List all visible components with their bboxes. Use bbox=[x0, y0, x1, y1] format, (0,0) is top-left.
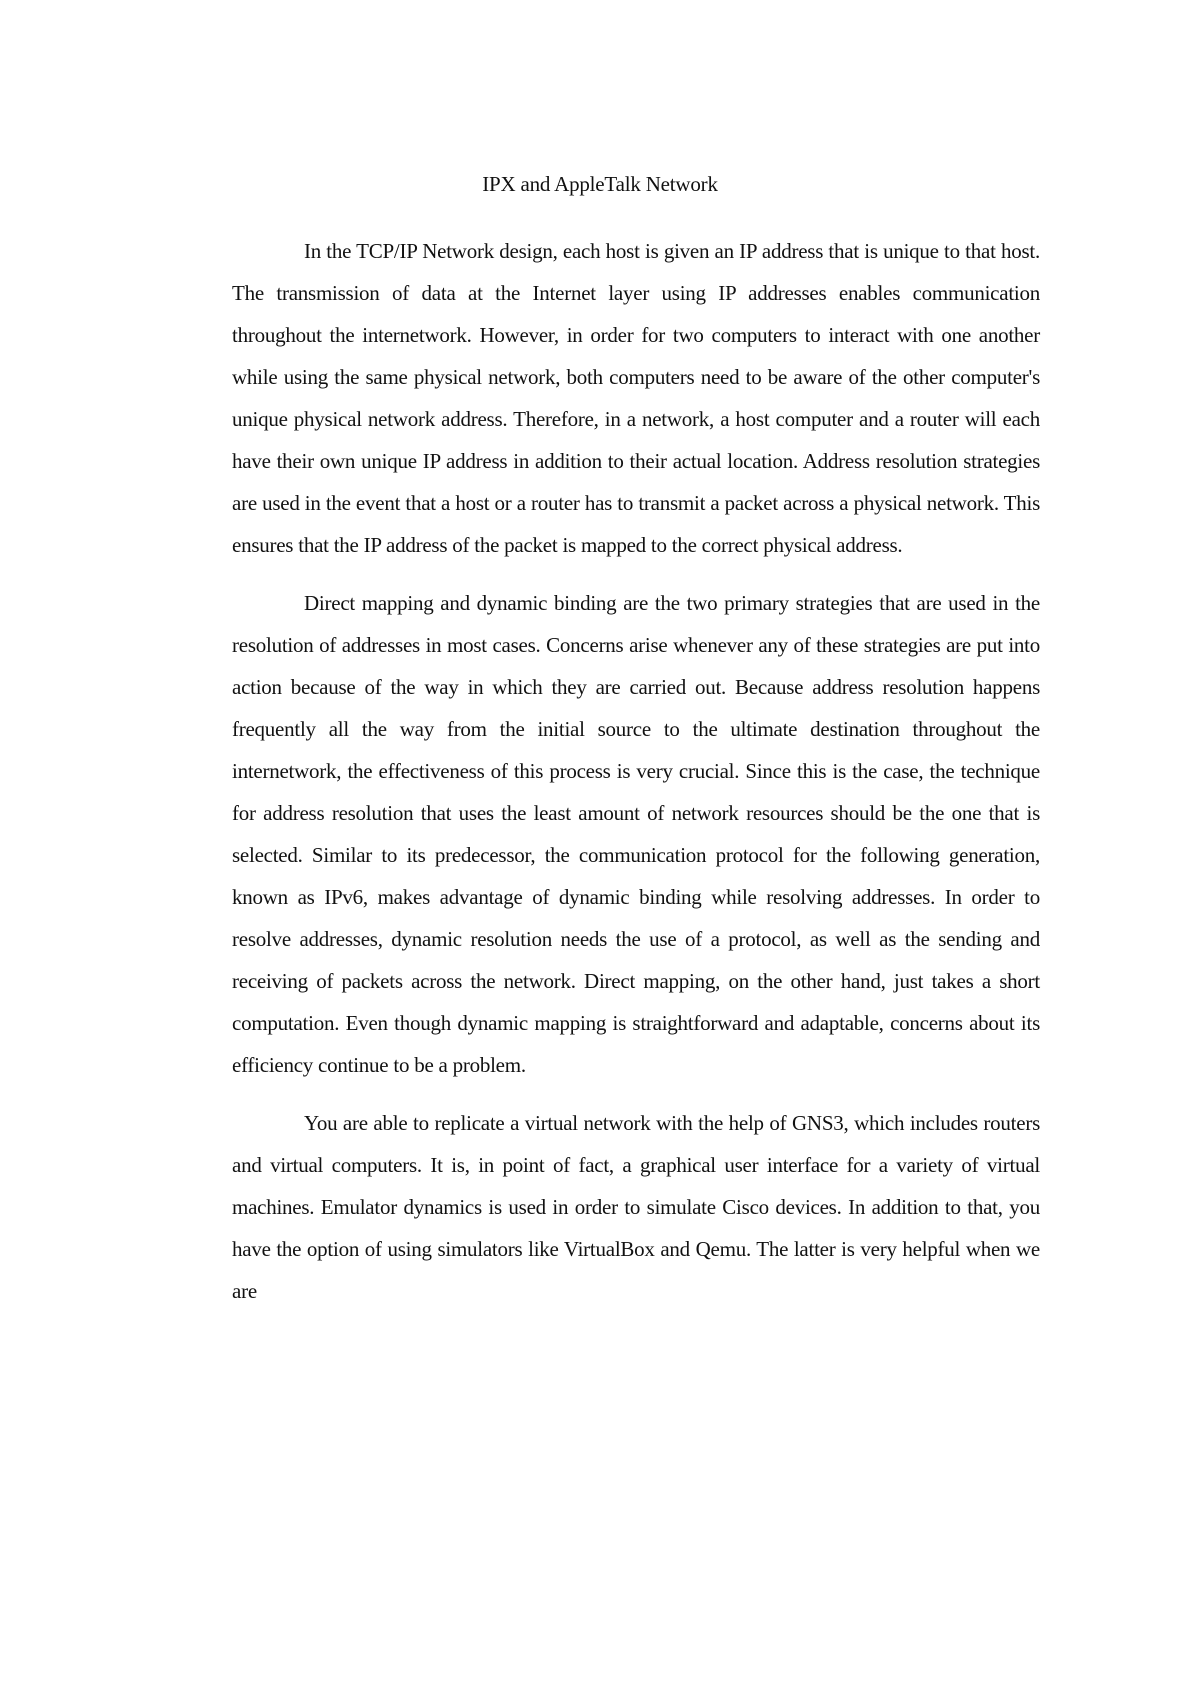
paragraph-tcp-ip-addressing: In the TCP/IP Network design, each host is given an IP address that is unique to that host. The transmission of data at the Internet layer using IP addresses enables communication throughout the internetwork. However, in order for two computers to interact with one another while using the same physical network, both computers need to be aware of the other computer's unique physical network address. Therefore, in a network, a host computer and a router will each have their own unique IP address in addition to their actual location. Address resolution strategies are used in the event that a host or a router has to transmit a packet across a physical network. This ensures that the IP address of the packet is mapped to the correct physical address. bbox=[232, 239, 1040, 557]
paragraph-address-resolution-strategies: Direct mapping and dynamic binding are the two primary strategies that are used in the resolution of addresses in most cases. Concerns arise whenever any of these strategies are put into action because of the way in which they are carried out. Because address resolution happens frequently all the way from the initial source to the ultimate destination throughout the internetwork, the effectiveness of this process is very crucial. Since this is the case, the technique for address resolution that uses the least amount of network resources should be the one that is selected. Similar to its predecessor, the communication protocol for the following generation, known as IPv6, makes advantage of dynamic binding while resolving addresses. In order to resolve addresses, dynamic resolution needs the use of a protocol, as well as the sending and receiving of packets across the network. Direct mapping, on the other hand, just takes a short computation. Even though dynamic mapping is straightforward and adaptable, concerns about its efficiency continue to be a problem. bbox=[232, 591, 1040, 1077]
document-title: IPX and AppleTalk Network bbox=[482, 172, 718, 196]
paragraph-gns3-virtual-network: You are able to replicate a virtual network with the help of GNS3, which includes routers and virtual computers. It is, in point of fact, a graphical user interface for a variety of virtual machines. Emulator dynamics is used in order to simulate Cisco devices. In addition to that, you have the option of using simulators like VirtualBox and Qemu. The latter is very helpful when we are bbox=[232, 1111, 1040, 1303]
document-body bbox=[232, 230, 1040, 1328]
